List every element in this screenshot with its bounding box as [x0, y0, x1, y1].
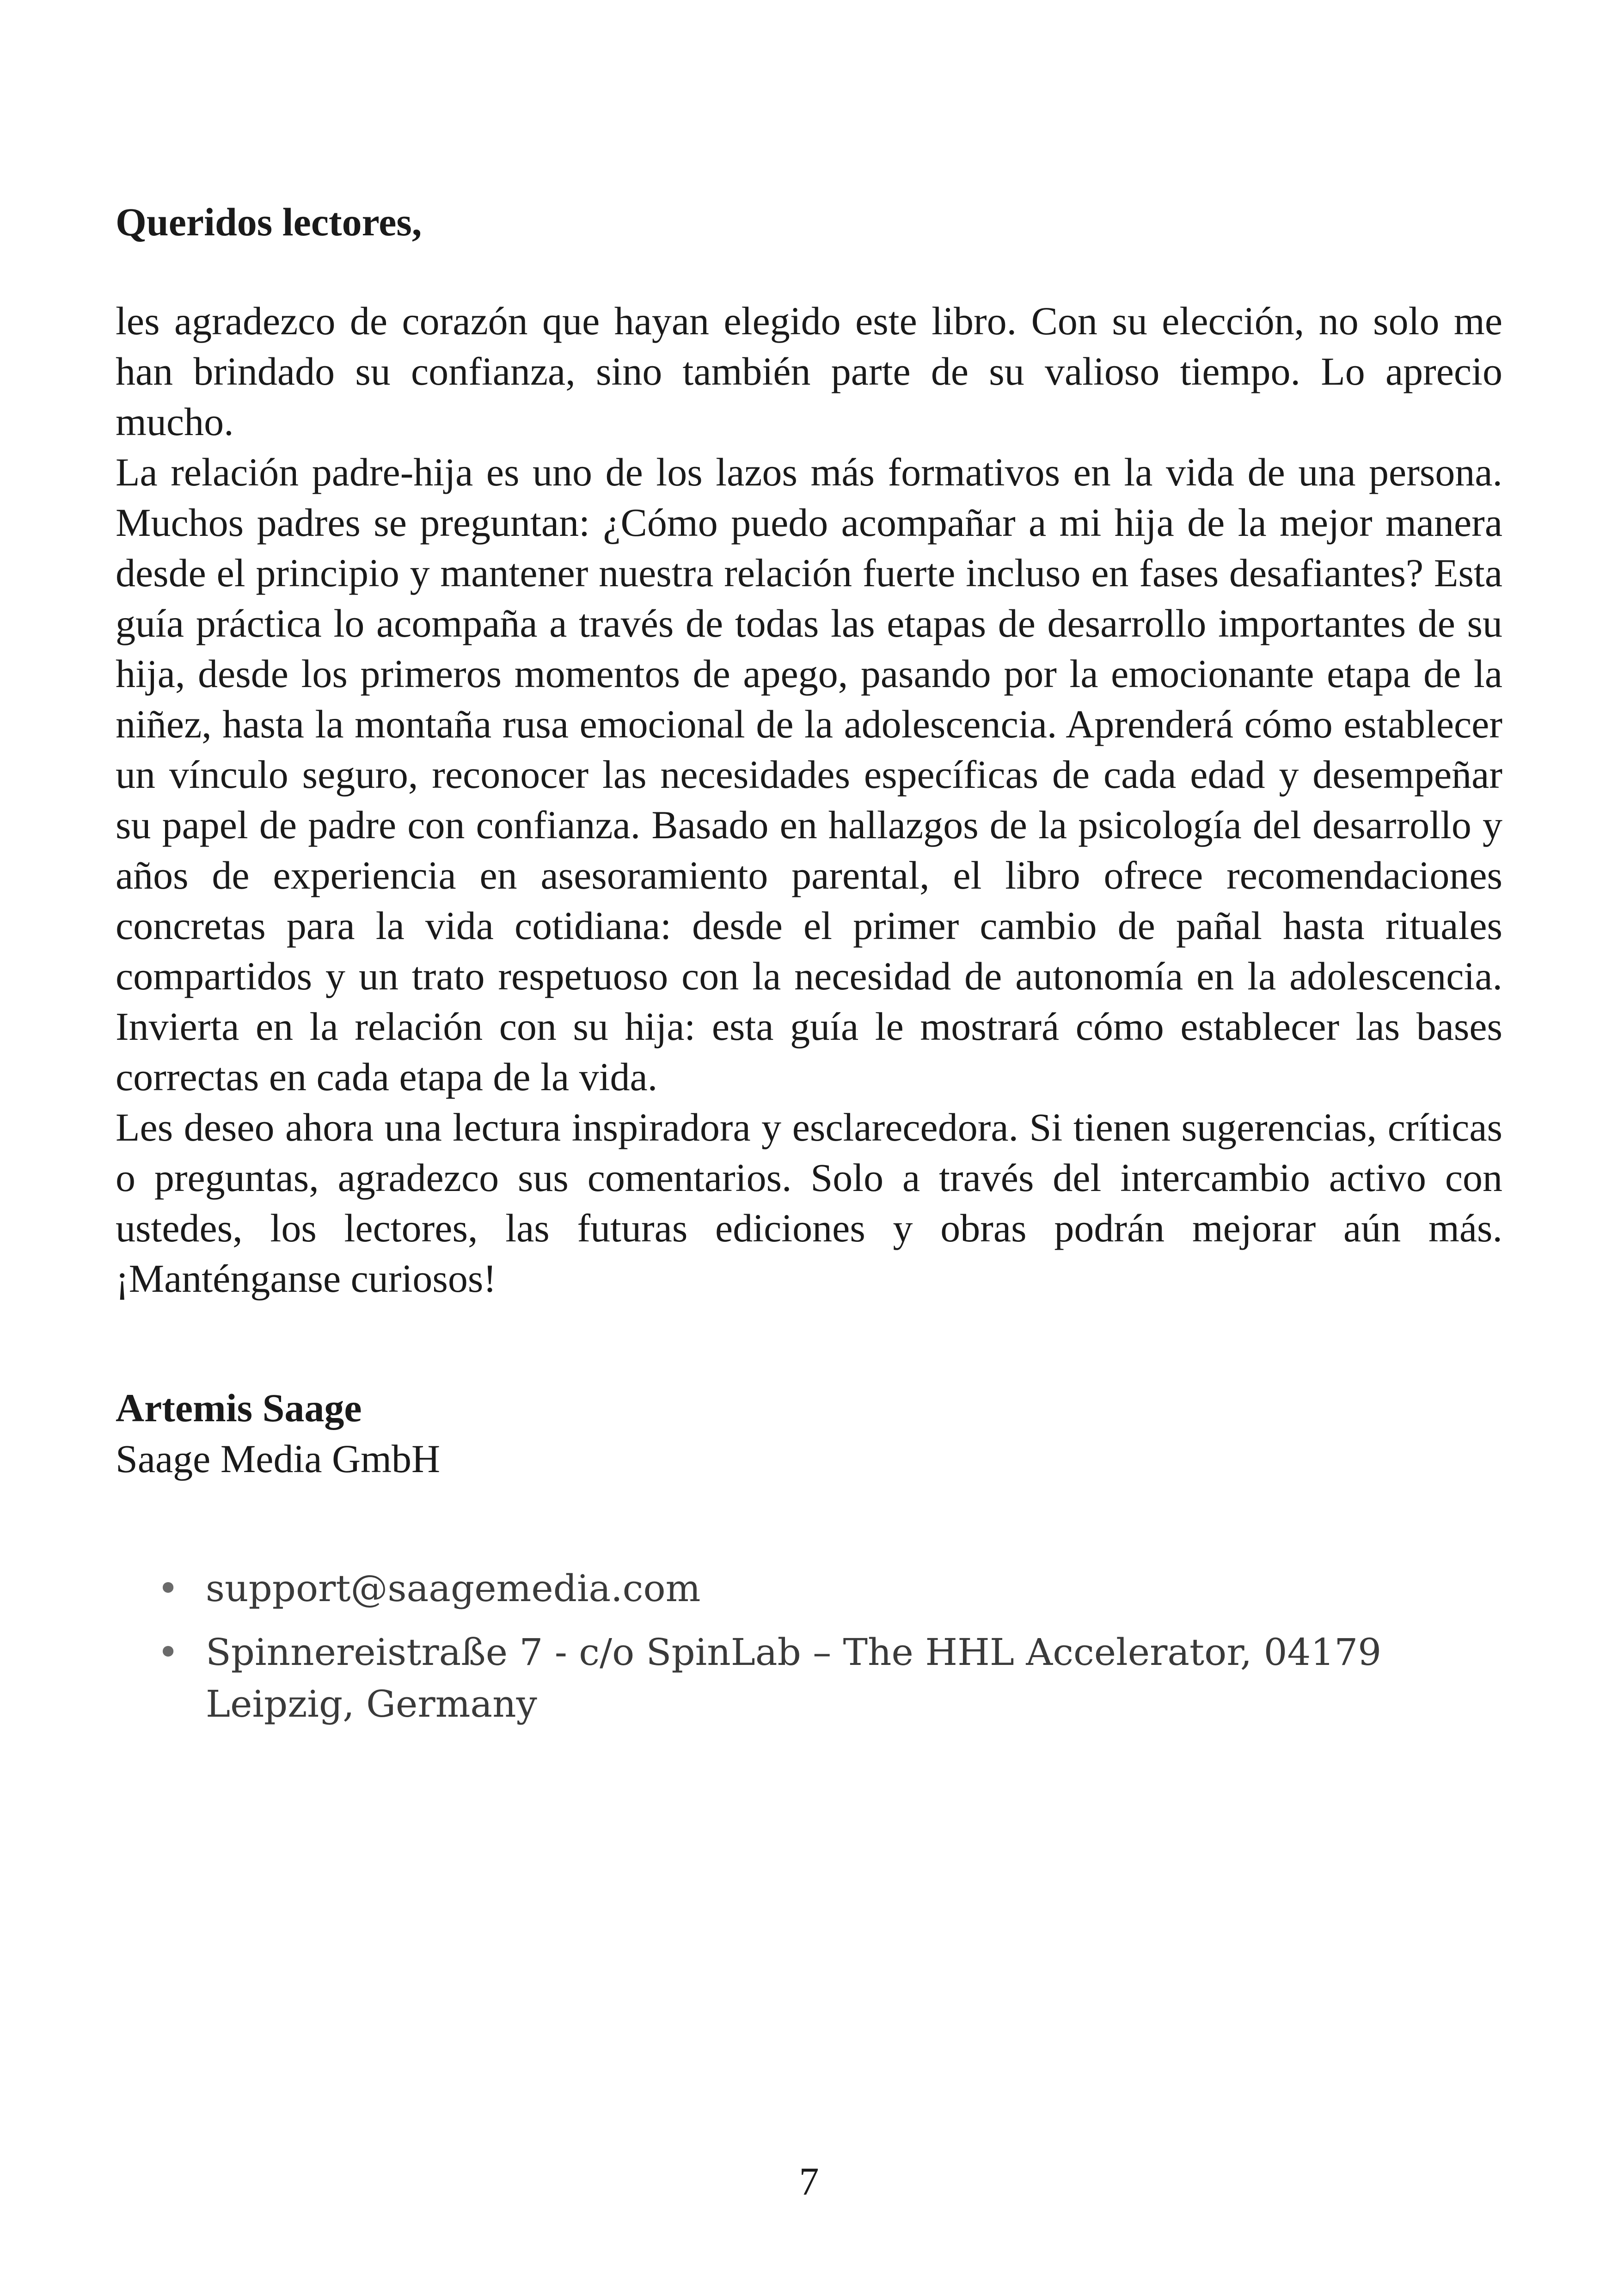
- contact-address-item: [157, 1627, 1498, 1730]
- contact-email-item: [157, 1563, 1498, 1615]
- document-page: [116, 0, 1502, 2296]
- bullet-icon: •: [157, 1631, 179, 1674]
- company-name: Saage Media GmbH: [116, 1437, 441, 1481]
- page-number: 7: [799, 2159, 819, 2204]
- paragraph-thanks: les agradezco de corazón que hayan elegido este libro. Con su elección, no solo me han brindado su confianza, sino también parte de su valioso tiempo. Lo aprecio mucho.: [116, 299, 1502, 444]
- paragraph-book-description: La relación padre-hija es uno de los lazos más formativos en la vida de una persona. Muchos padres se preguntan: ¿Cómo puedo acompañar a mi hija de la mejor manera desde el principio y mantener nuestra relación fuerte incluso en fases desafiantes? Esta guía práctica lo acompaña a través de todas las etapas de desarrollo importantes de su hija, desde los primeros momentos de apego, pasando por la emocionante etapa de la niñez, hasta la montaña rusa emocional de la adolescencia. Aprenderá cómo establecer un vínculo seguro, reconocer las necesidades específicas de cada edad y desempeñar su papel de padre con confianza. Basado en hallazgos de la psicología del desarrollo y años de experiencia en asesoramiento parental, el libro ofrece recomendaciones concretas para la vida cotidiana: desde el primer cambio de pañal hasta rituales compartidos y un trato respetuoso con la necesidad de autonomía en la adolescencia. Invierta en la relación con su hija: esta guía le mostrará cómo establecer las bases correctas en cada etapa de la vida.: [116, 450, 1502, 1099]
- email-link[interactable]: support@saagemedia.com: [206, 1567, 701, 1610]
- paragraph-closing: Les deseo ahora una lectura inspiradora y esclarecedora. Si tienen sugerencias, críticas o preguntas, agradezco sus comentarios. Solo a través del intercambio activo con ustedes, los lectores, las futuras ediciones y obras podrán mejorar aún más. ¡Manténganse curiosos!: [116, 1105, 1502, 1301]
- author-name: Artemis Saage: [116, 1386, 362, 1430]
- address-line-2: Leipzig, Germany: [206, 1682, 537, 1725]
- contact-list: [157, 1563, 1498, 1742]
- letter-body: [116, 296, 1502, 1304]
- address-line-1: Spinnereistraße 7 - c/o SpinLab – The HHL Accelerator, 04179: [206, 1631, 1382, 1674]
- greeting-heading: Queridos lectores,: [116, 200, 422, 244]
- signature-block: [116, 1382, 440, 1484]
- bullet-icon: •: [157, 1567, 179, 1610]
